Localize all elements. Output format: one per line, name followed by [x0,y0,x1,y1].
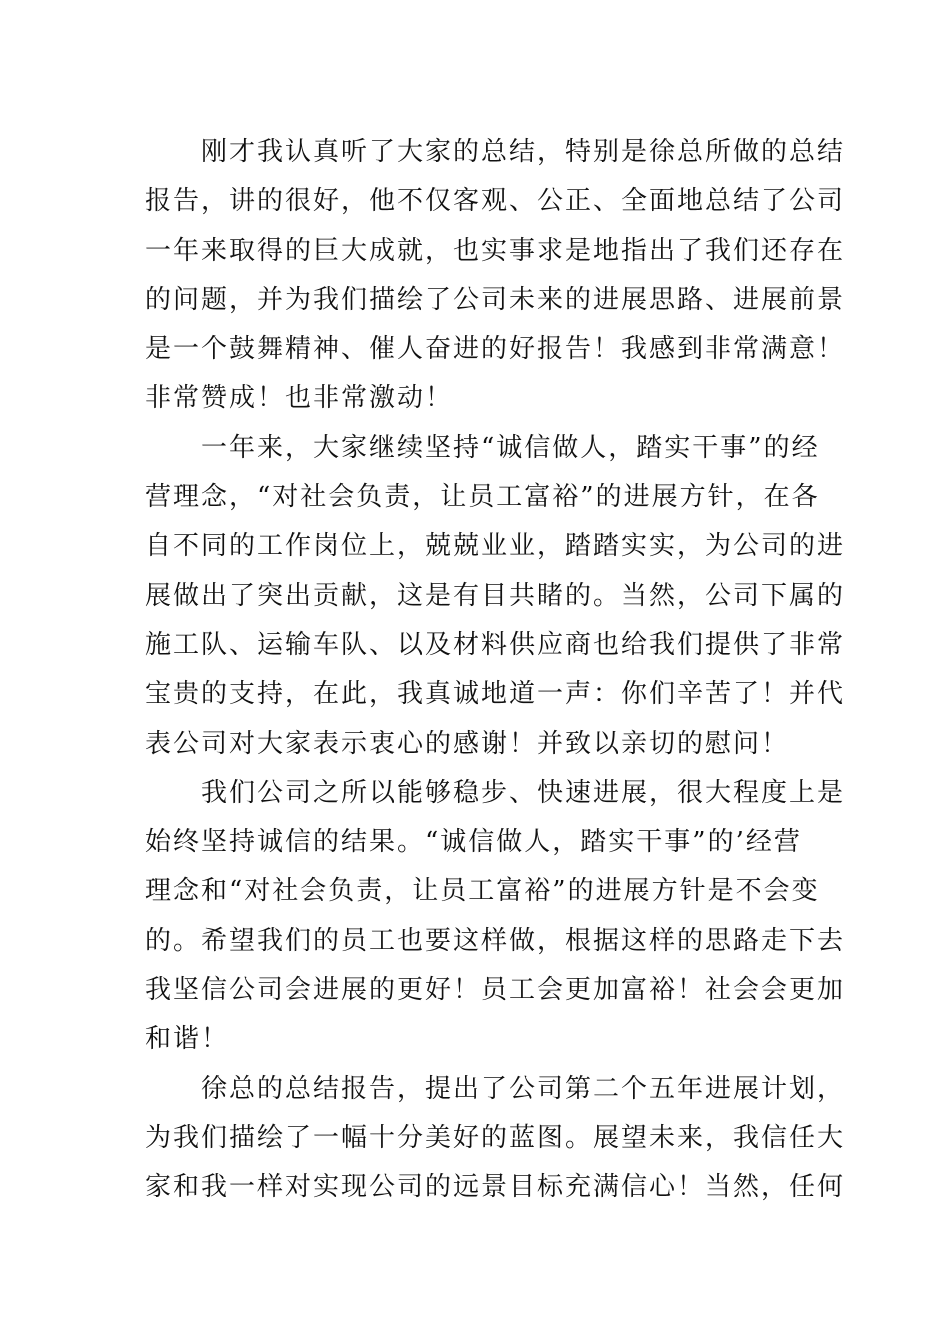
paragraph-line: 宝贵的支持，在此，我真诚地道一声：你们辛苦了！并代 [145,679,846,710]
paragraph-1 [145,128,846,424]
paragraph-line: 报告，讲的很好，他不仅客观、公正、全面地总结了公司 [145,186,846,217]
paragraph-line: 始终坚持诚信的结果。“诚信做人，踏实干事”的’经营 [145,827,802,858]
paragraph-line: 的问题，并为我们描绘了公司未来的进展思路、进展前景 [145,284,846,315]
paragraph-line: 一年来取得的巨大成就，也实事求是地指出了我们还存在 [145,235,846,266]
paragraph-line: 是一个鼓舞精神、催人奋进的好报告！我感到非常满意！ [145,334,846,365]
document-body [145,128,846,1213]
paragraph-line: 营理念，“对社会负责，让员工富裕”的进展方针，在各 [145,482,820,513]
paragraph-line: 一年来，大家继续坚持“诚信做人，踏实干事”的经 [201,432,820,463]
paragraph-line: 家和我一样对实现公司的远景目标充满信心！当然，任何 [145,1172,846,1203]
paragraph-line: 理念和“对社会负责，让员工富裕”的进展方针是不会变 [145,876,820,907]
paragraph-line: 徐总的总结报告，提出了公司第二个五年进展计划， [201,1073,846,1104]
paragraph-line: 表公司对大家表示衷心的感谢！并致以亲切的慰问！ [145,728,790,759]
paragraph-line: 我们公司之所以能够稳步、快速进展，很大程度上是 [201,777,846,808]
paragraph-line: 刚才我认真听了大家的总结，特别是徐总所做的总结 [201,137,846,167]
paragraph-line: 我坚信公司会进展的更好！员工会更加富裕！社会会更加 [145,975,846,1006]
paragraph-4 [145,1065,846,1213]
paragraph-line: 和谐！ [145,1024,230,1055]
paragraph-line: 的。希望我们的员工也要这样做，根据这样的思路走下去 [145,925,846,956]
paragraph-line: 非常赞成！也非常激动！ [145,383,454,414]
paragraph-line: 展做出了突出贡献，这是有目共睹的。当然，公司下属的 [145,580,846,611]
paragraph-line: 为我们描绘了一幅十分美好的蓝图。展望未来，我信任大 [145,1122,846,1153]
paragraph-3 [145,769,846,1065]
paragraph-2 [145,424,846,769]
paragraph-line: 自不同的工作岗位上，兢兢业业，踏踏实实，为公司的进 [145,531,846,562]
paragraph-line: 施工队、运输车队、以及材料供应商也给我们提供了非常 [145,629,846,660]
